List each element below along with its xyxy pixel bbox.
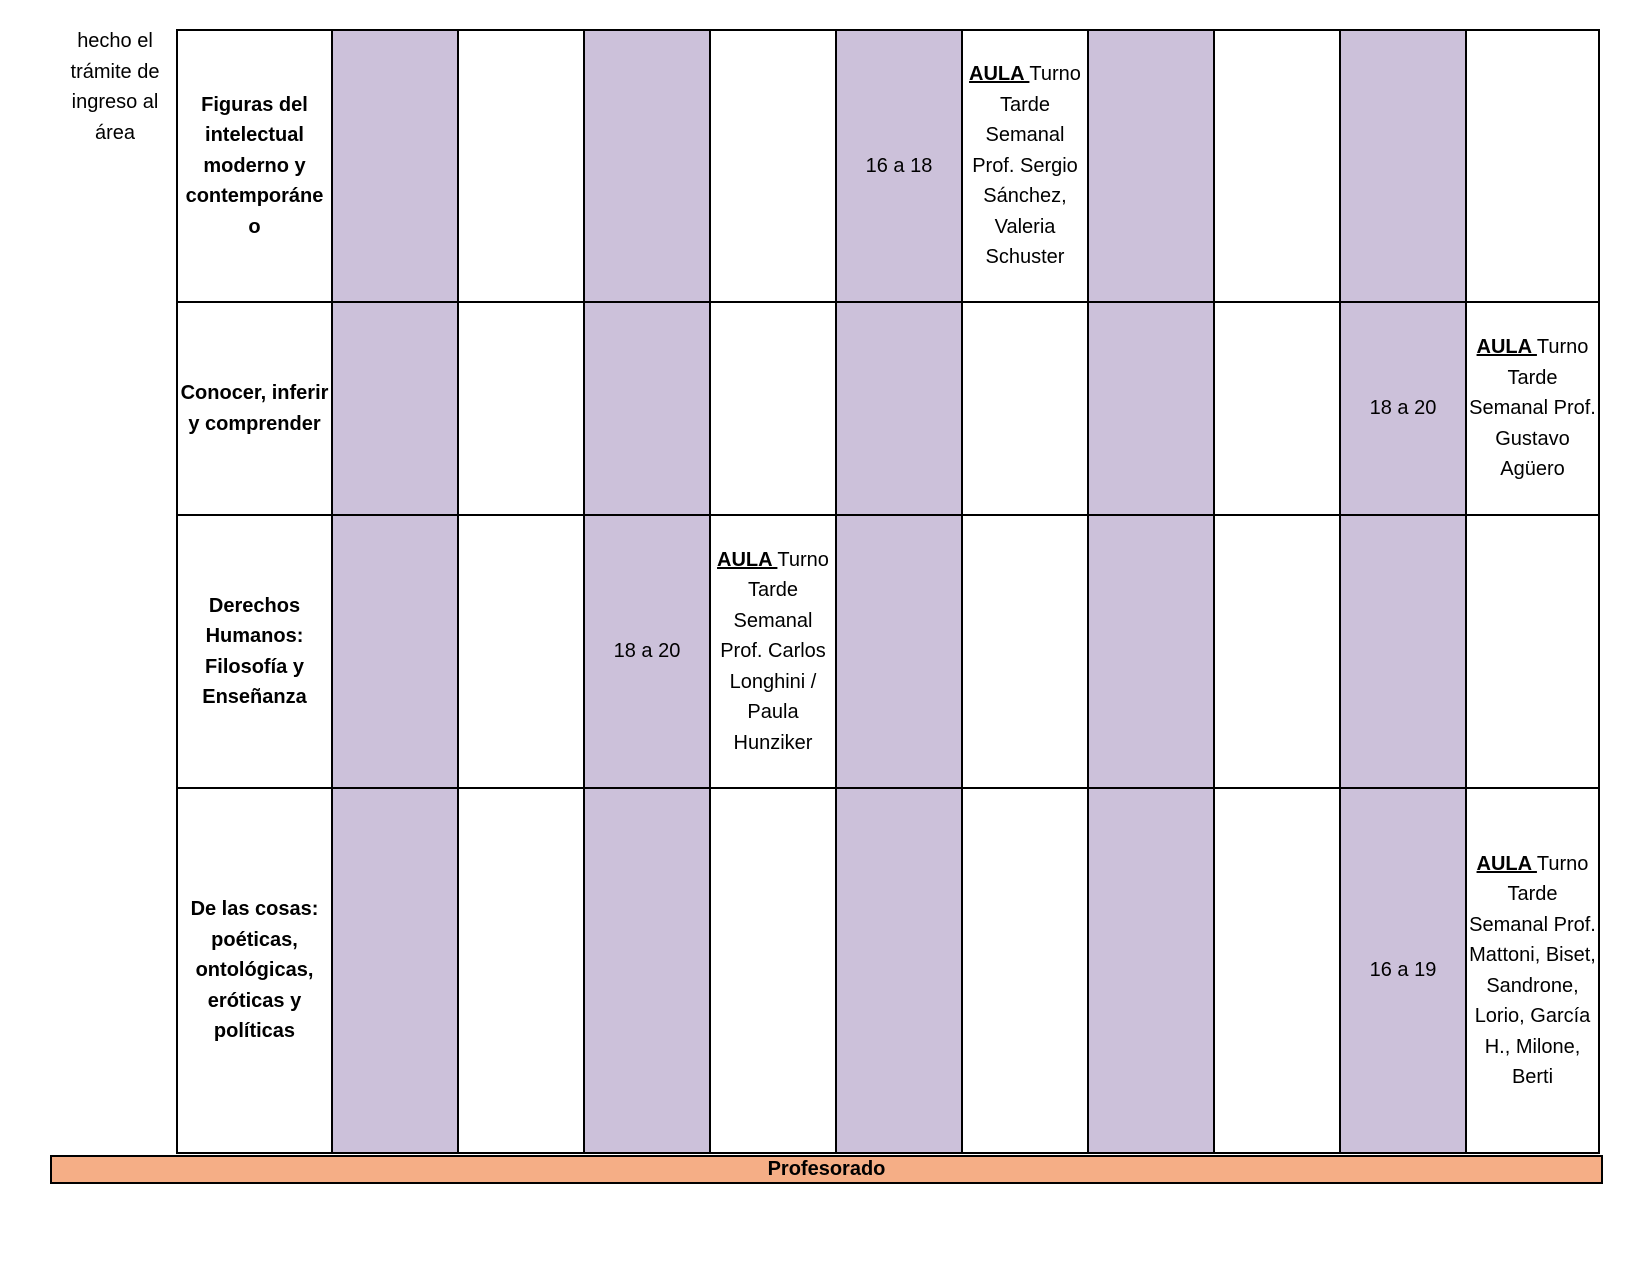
time-cell: 16 a 18: [836, 30, 962, 302]
empty-cell: [710, 788, 836, 1153]
info-cell: [962, 30, 1088, 302]
shaded-cell: [332, 302, 458, 515]
empty-cell: [1214, 302, 1340, 515]
shaded-cell: [584, 302, 710, 515]
aula-label: AULA: [717, 548, 778, 571]
empty-cell: [710, 30, 836, 302]
time-cell: 16 a 19: [1340, 788, 1466, 1153]
shaded-cell: [332, 515, 458, 788]
subject-cell: Figuras del intelectual moderno y contemporáne o: [177, 30, 332, 302]
aula-label: AULA: [969, 63, 1030, 86]
empty-cell: [458, 30, 584, 302]
empty-cell: [962, 788, 1088, 1153]
subject-cell: Derechos Humanos: Filosofía y Enseñanza: [177, 515, 332, 788]
table-row: [177, 302, 1599, 515]
shaded-cell: [1340, 515, 1466, 788]
info-text: Turno Tarde Semanal Prof. Mattoni, Biset, Sandrone, Lorio, García H., Milone, Berti: [1469, 852, 1596, 1088]
empty-cell: [1214, 788, 1340, 1153]
info-text: Turno Tarde Semanal Prof. Sergio Sánchez, Valeria Schuster: [972, 63, 1081, 269]
shaded-cell: [332, 788, 458, 1153]
empty-cell: [1214, 515, 1340, 788]
info-text: Turno Tarde Semanal Prof. Gustavo Agüero: [1469, 336, 1596, 481]
shaded-cell: [1088, 30, 1214, 302]
info-text: Turno Tarde Semanal Prof. Carlos Longhini / Paula Hunziker: [720, 548, 829, 754]
aula-label: AULA: [1476, 852, 1537, 875]
empty-cell: [1214, 30, 1340, 302]
time-cell: 18 a 20: [584, 515, 710, 788]
subject-cell: Conocer, inferir y comprender: [177, 302, 332, 515]
time-cell: 18 a 20: [1340, 302, 1466, 515]
empty-cell: [458, 302, 584, 515]
shaded-cell: [1088, 302, 1214, 515]
schedule-table: [176, 29, 1600, 1154]
shaded-cell: [332, 30, 458, 302]
empty-cell: [962, 302, 1088, 515]
footer-bar: Profesorado: [50, 1155, 1603, 1184]
side-note: hecho el trámite de ingreso al área: [70, 30, 160, 144]
table-row: [177, 788, 1599, 1153]
empty-cell: [1466, 30, 1599, 302]
shaded-cell: [584, 30, 710, 302]
shaded-cell: [836, 515, 962, 788]
shaded-cell: [1088, 515, 1214, 788]
table-row: [177, 30, 1599, 302]
shaded-cell: [1088, 788, 1214, 1153]
shaded-cell: [836, 302, 962, 515]
empty-cell: [962, 515, 1088, 788]
info-cell: [710, 515, 836, 788]
shaded-cell: [1340, 30, 1466, 302]
info-cell: [1466, 788, 1599, 1153]
table-row: [177, 515, 1599, 788]
info-cell: [1466, 302, 1599, 515]
aula-label: AULA: [1476, 336, 1537, 359]
empty-cell: [1466, 515, 1599, 788]
shaded-cell: [584, 788, 710, 1153]
empty-cell: [458, 788, 584, 1153]
empty-cell: [710, 302, 836, 515]
empty-cell: [458, 515, 584, 788]
subject-cell: De las cosas: poéticas, ontológicas, eróticas y políticas: [177, 788, 332, 1153]
shaded-cell: [836, 788, 962, 1153]
